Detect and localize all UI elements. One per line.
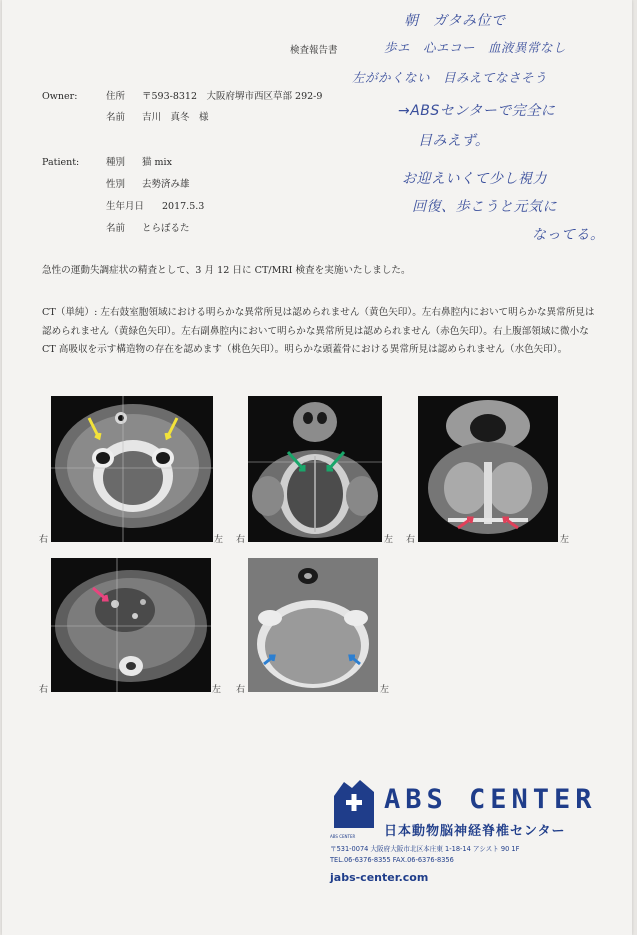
dob-value: 2017.5.3 <box>162 201 205 212</box>
handwritten-note-line: なってる。 <box>532 227 605 243</box>
right-side-label: 右 <box>39 535 49 545</box>
logo-text: ABS CENTER <box>384 784 597 815</box>
ct-scan-tympanic-bulla <box>51 396 213 542</box>
findings-text: CT（単純）: 左右鼓室胞領域における明らかな異常所見は認められません（黄色矢印）。左右鼻腔内において明らかな異常所見は認められません（黄緑色矢印）。左右副鼻腔内において明らかな異常所見は認められません（赤色矢印）。右上腹部領域に微小な CT 高吸収を示す構造物の存在を認めます（桃色矢印）。明らかな頭蓋骨における異常所見は認められません（水色矢印）。 <box>42 307 595 355</box>
left-side-label: 左 <box>560 535 570 545</box>
handwritten-note-line: →ABSセンターで完全に <box>398 103 556 119</box>
right-side-label: 右 <box>406 535 416 545</box>
handwritten-note-line: 朝 ガタみ位で <box>404 13 506 29</box>
owner-name-label: 名前 <box>106 112 126 123</box>
sex-label: 性別 <box>106 179 126 190</box>
left-side-label: 左 <box>380 685 390 695</box>
left-side-label: 左 <box>384 535 394 545</box>
dob-label: 生年月日 <box>106 201 145 212</box>
species-label: 種別 <box>106 157 126 168</box>
handwritten-note-line: 回復、歩こうと元気に <box>412 199 557 215</box>
ct-scan-nasal-cavity <box>248 396 382 542</box>
right-side-label: 右 <box>236 535 246 545</box>
handwritten-note-line: 歩エ 心エコー 血液異常なし <box>384 40 567 55</box>
species-value: 猫 mix <box>142 157 172 168</box>
owner-name: 吉川 真冬 様 <box>142 112 209 123</box>
handwritten-note-line: 目みえず。 <box>418 133 490 149</box>
right-side-label: 右 <box>236 685 246 695</box>
abs-center-emblem <box>330 778 378 832</box>
ct-scan-skull <box>248 558 378 692</box>
handwritten-note-line: お迎えいくて少し視力 <box>402 171 547 187</box>
owner-address: 〒593-8312 大阪府堺市西区草部 292-9 <box>142 91 323 102</box>
organization-name: 日本動物脳神経脊椎センター <box>384 824 566 839</box>
pet-name-label: 名前 <box>106 223 126 234</box>
intro-text: 急性の運動失調症状の精査として、3 月 12 日に CT/MRI 検査を実施いたしました。 <box>42 265 411 276</box>
phone-fax: TEL.06-6376-8355 FAX.06-6376-8356 <box>330 856 454 864</box>
owner-label: Owner: <box>42 91 78 102</box>
right-side-label: 右 <box>39 685 49 695</box>
pet-name-value: とらぼるた <box>142 223 190 234</box>
sex-value: 去勢済み雄 <box>142 179 190 190</box>
report-title: 検査報告書 <box>290 45 338 56</box>
owner-address-label: 住所 <box>106 91 126 102</box>
ct-scan-abdomen <box>51 558 211 692</box>
left-side-label: 左 <box>212 685 222 695</box>
ct-scan-sinus <box>418 396 558 542</box>
emblem-caption: ABS CENTER <box>330 834 356 839</box>
handwritten-note-line: 左がかくない 目みえてなさそう <box>352 70 548 85</box>
report-page <box>2 0 632 935</box>
website-link[interactable]: jabs-center.com <box>330 871 429 884</box>
left-side-label: 左 <box>214 535 224 545</box>
organization-address: 〒531-0074 大阪府大阪市北区本庄東 1-18-14 アシスト 90 1F <box>330 845 520 853</box>
patient-label: Patient: <box>42 157 80 168</box>
